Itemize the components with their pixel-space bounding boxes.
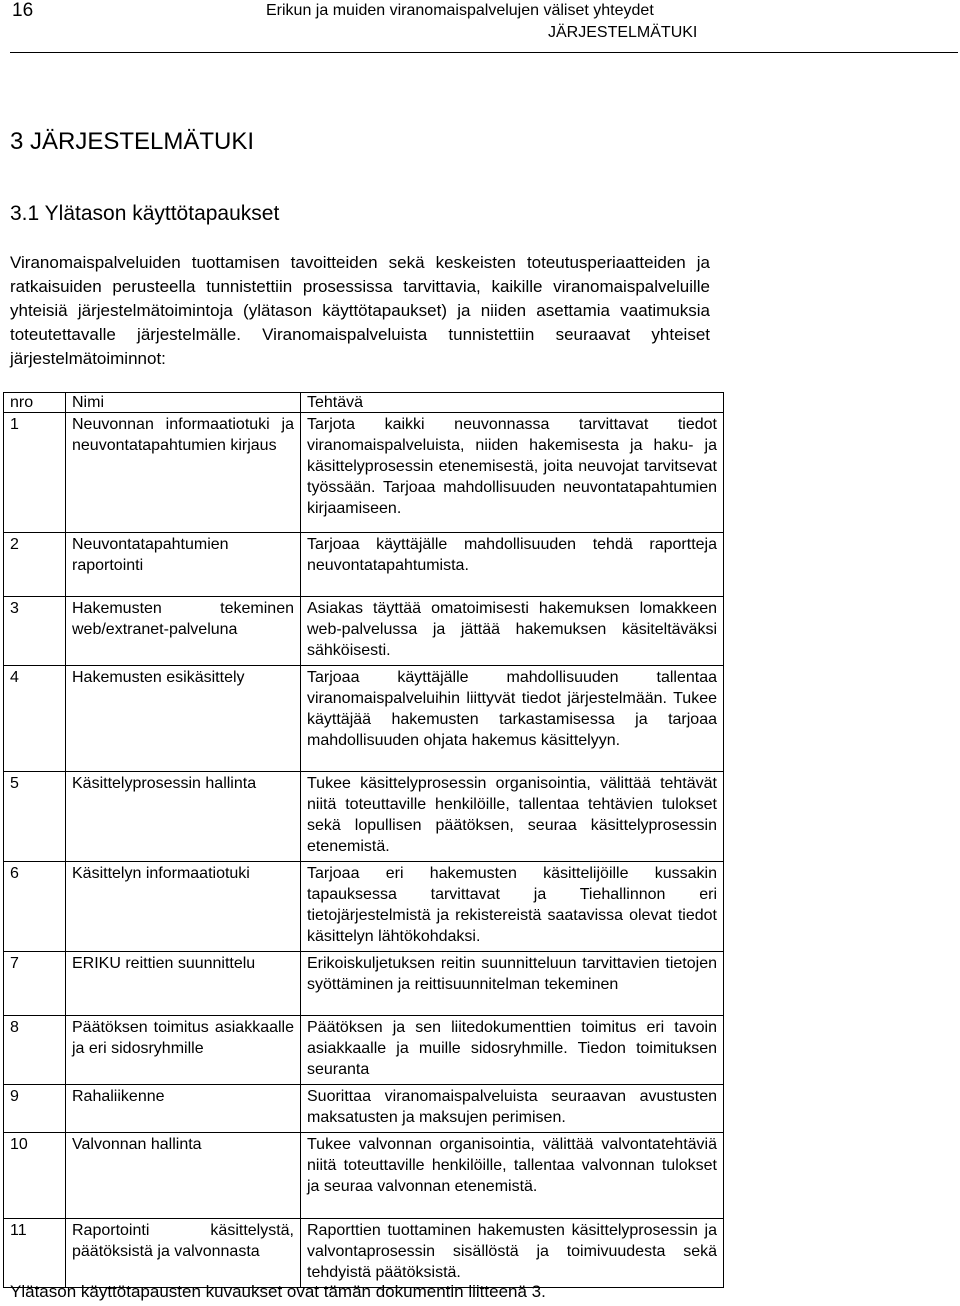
cell-nimi: Käsittelyn informaatiotuki	[66, 862, 301, 952]
cell-nro: 5	[4, 772, 66, 862]
table-row	[4, 952, 724, 1016]
footer-note: Ylätason käyttötapausten kuvaukset ovat tämän dokumentin liitteenä 3.	[10, 1282, 546, 1301]
section-title: 3.1 Ylätason käyttötapaukset	[10, 202, 280, 225]
cell-tehtava: Suorittaa viranomaispalveluista seuraavan avustusten maksatusten ja maksujen perimisen.	[301, 1085, 724, 1133]
table-row	[4, 1016, 724, 1085]
table-header-row	[4, 393, 724, 413]
cell-nro: 10	[4, 1133, 66, 1219]
cell-tehtava: Tarjoaa eri hakemusten käsittelijöille kussakin tapauksessa tarvittavat ja Tiehallinnon eri tietojärjestelmistä ja rekistereistä saatavissa olevat tiedot käsittelyn lähtökohdaksi.	[301, 862, 724, 952]
column-header-nimi: Nimi	[66, 393, 301, 413]
cell-nimi: Neuvonnan informaatiotuki ja neuvontatapahtumien kirjaus	[66, 413, 301, 533]
table-row	[4, 772, 724, 862]
table-row	[4, 1085, 724, 1133]
cell-tehtava: Tukee käsittelyprosessin organisointia, välittää tehtävät niitä toteuttaville henkilöille, tallentaa tehtävien tulokset sekä lopullisen päätöksen, seuraa käsittelyprosessin etenemistä.	[301, 772, 724, 862]
cell-nro: 1	[4, 413, 66, 533]
cell-nro: 6	[4, 862, 66, 952]
cell-tehtava: Päätöksen ja sen liitedokumenttien toimitus eri tavoin asiakkaalle ja muille sidosryhmille. Tiedon toimituksen seuranta	[301, 1016, 724, 1085]
cell-nimi: Käsittelyprosessin hallinta	[66, 772, 301, 862]
header-rule	[10, 52, 958, 53]
intro-paragraph: Viranomaispalveluiden tuottamisen tavoitteiden sekä keskeisten toteutusperiaatteiden ja ratkaisuiden perusteella tunnistettiin prosessissa tarvittavia, kaikille viranomaispalveluille yhteisiä järjestelmätoimintoja (ylätason käyttötapaukset) ja niiden asettamia vaatimuksia toteutettavalle järjestelmälle. Viranomaispalveluista tunnistettiin seuraavat yhteiset järjestelmätoiminnot:	[10, 253, 710, 368]
cell-tehtava: Tarjota kaikki neuvonnassa tarvittavat tiedot viranomaispalveluista, niiden hakemisesta ja haku- ja käsittelyprosessin etenemisestä, joita neuvojat tarvitsevat työssään. Tarjoaa mahdollisuuden neuvontatapahtumien kirjaamiseen.	[301, 413, 724, 533]
header-section: JÄRJESTELMÄTUKI	[548, 24, 698, 41]
header-doc-title: Erikun ja muiden viranomaispalvelujen väliset yhteydet	[266, 2, 654, 19]
cell-tehtava: Tarjoaa käyttäjälle mahdollisuuden tallentaa viranomaispalveluihin liittyvät tiedot järjestelmään. Tukee käyttäjää hakemusten tarkastamisessa ja tarjoaa mahdollisuuden ohjata hakemus käsittelyyn.	[301, 666, 724, 772]
cell-nimi: Valvonnan hallinta	[66, 1133, 301, 1219]
cell-tehtava: Asiakas täyttää omatoimisesti hakemuksen lomakkeen web-palvelussa ja jättää hakemuksen käsiteltäväksi sähköisesti.	[301, 597, 724, 666]
table-body	[4, 413, 724, 1288]
cell-nro: 4	[4, 666, 66, 772]
table-row	[4, 533, 724, 597]
running-header	[266, 0, 708, 44]
cell-tehtava: Tukee valvonnan organisointia, välittää valvontatehtäviä niitä toteuttaville henkilöille, tallentaa valvonnan tulokset ja seuraa valvonnan etenemistä.	[301, 1133, 724, 1219]
use-case-table	[3, 392, 724, 1288]
cell-nro: 9	[4, 1085, 66, 1133]
table-row	[4, 862, 724, 952]
table-row	[4, 413, 724, 533]
cell-nimi: Hakemusten esikäsittely	[66, 666, 301, 772]
cell-nro: 2	[4, 533, 66, 597]
table-row	[4, 597, 724, 666]
cell-nimi: Raportointi käsittelystä, päätöksistä ja valvonnasta	[66, 1219, 301, 1288]
cell-nro: 8	[4, 1016, 66, 1085]
cell-nimi: ERIKU reittien suunnittelu	[66, 952, 301, 1016]
chapter-title: 3 JÄRJESTELMÄTUKI	[10, 128, 255, 155]
page-number: 16	[12, 0, 34, 21]
cell-nimi: Neuvontatapahtumien raportointi	[66, 533, 301, 597]
cell-nro: 7	[4, 952, 66, 1016]
column-header-nro: nro	[4, 393, 66, 413]
column-header-tehtava: Tehtävä	[301, 393, 724, 413]
cell-nro: 11	[4, 1219, 66, 1288]
cell-nimi: Päätöksen toimitus asiakkaalle ja eri sidosryhmille	[66, 1016, 301, 1085]
table-row	[4, 666, 724, 772]
cell-nimi: Hakemusten tekeminen web/extranet-palveluna	[66, 597, 301, 666]
cell-nro: 3	[4, 597, 66, 666]
cell-tehtava: Erikoiskuljetuksen reitin suunnitteluun tarvittavien tietojen syöttäminen ja reittisuunnitelman tekeminen	[301, 952, 724, 1016]
cell-nimi: Rahaliikenne	[66, 1085, 301, 1133]
table-row	[4, 1219, 724, 1288]
table-row	[4, 1133, 724, 1219]
cell-tehtava: Raporttien tuottaminen hakemusten käsittelyprosessin ja valvontaprosessin sisällöstä ja toimivuudesta sekä tehdyistä päätöksistä.	[301, 1219, 724, 1288]
cell-tehtava: Tarjoaa käyttäjälle mahdollisuuden tehdä raportteja neuvontatapahtumista.	[301, 533, 724, 597]
